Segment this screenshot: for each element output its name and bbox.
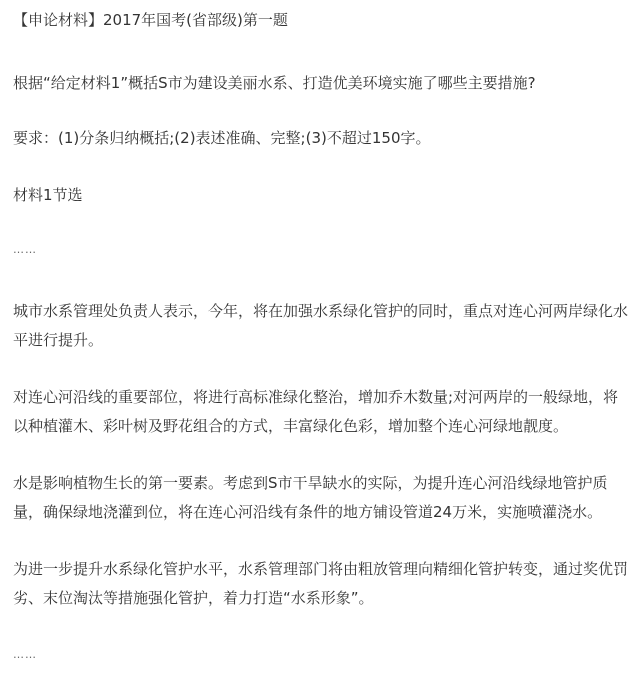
material-paragraph-4: 为进一步提升水系绿化管护水平，水系管理部门将由粗放管理向精细化管护转变，通过奖优罚劣、末位淘汰等措施强化管护，着力打造“水系形象”。 bbox=[13, 560, 629, 607]
material-heading: 材料1节选 bbox=[13, 186, 83, 204]
question-text: 根据“给定材料1”概括S市为建设美丽水系、打造优美环境实施了哪些主要措施? bbox=[13, 74, 536, 92]
ellipsis-bottom: …… bbox=[13, 648, 37, 661]
material-paragraph-1: 城市水系管理处负责人表示，今年，将在加强水系绿化管护的同时，重点对连心河两岸绿化水平进行提升。 bbox=[13, 302, 629, 349]
requirements-text: 要求：(1)分条归纳概括;(2)表述准确、完整;(3)不超过150字。 bbox=[13, 129, 431, 147]
document-title: 【申论材料】2017年国考(省部级)第一题 bbox=[13, 11, 288, 29]
material-paragraph-3: 水是影响植物生长的第一要素。考虑到S市干旱缺水的实际，为提升连心河沿线绿地管护质量，确保绿地浇灌到位，将在连心河沿线有条件的地方铺设管道24万米，实施喷灌浇水。 bbox=[13, 474, 608, 521]
material-paragraph-2: 对连心河沿线的重要部位，将进行高标准绿化整治，增加乔木数量;对河两岸的一般绿地，将以种植灌木、彩叶树及野花组合的方式，丰富绿化色彩，增加整个连心河绿地靓度。 bbox=[13, 388, 619, 435]
ellipsis-top: …… bbox=[13, 243, 37, 256]
